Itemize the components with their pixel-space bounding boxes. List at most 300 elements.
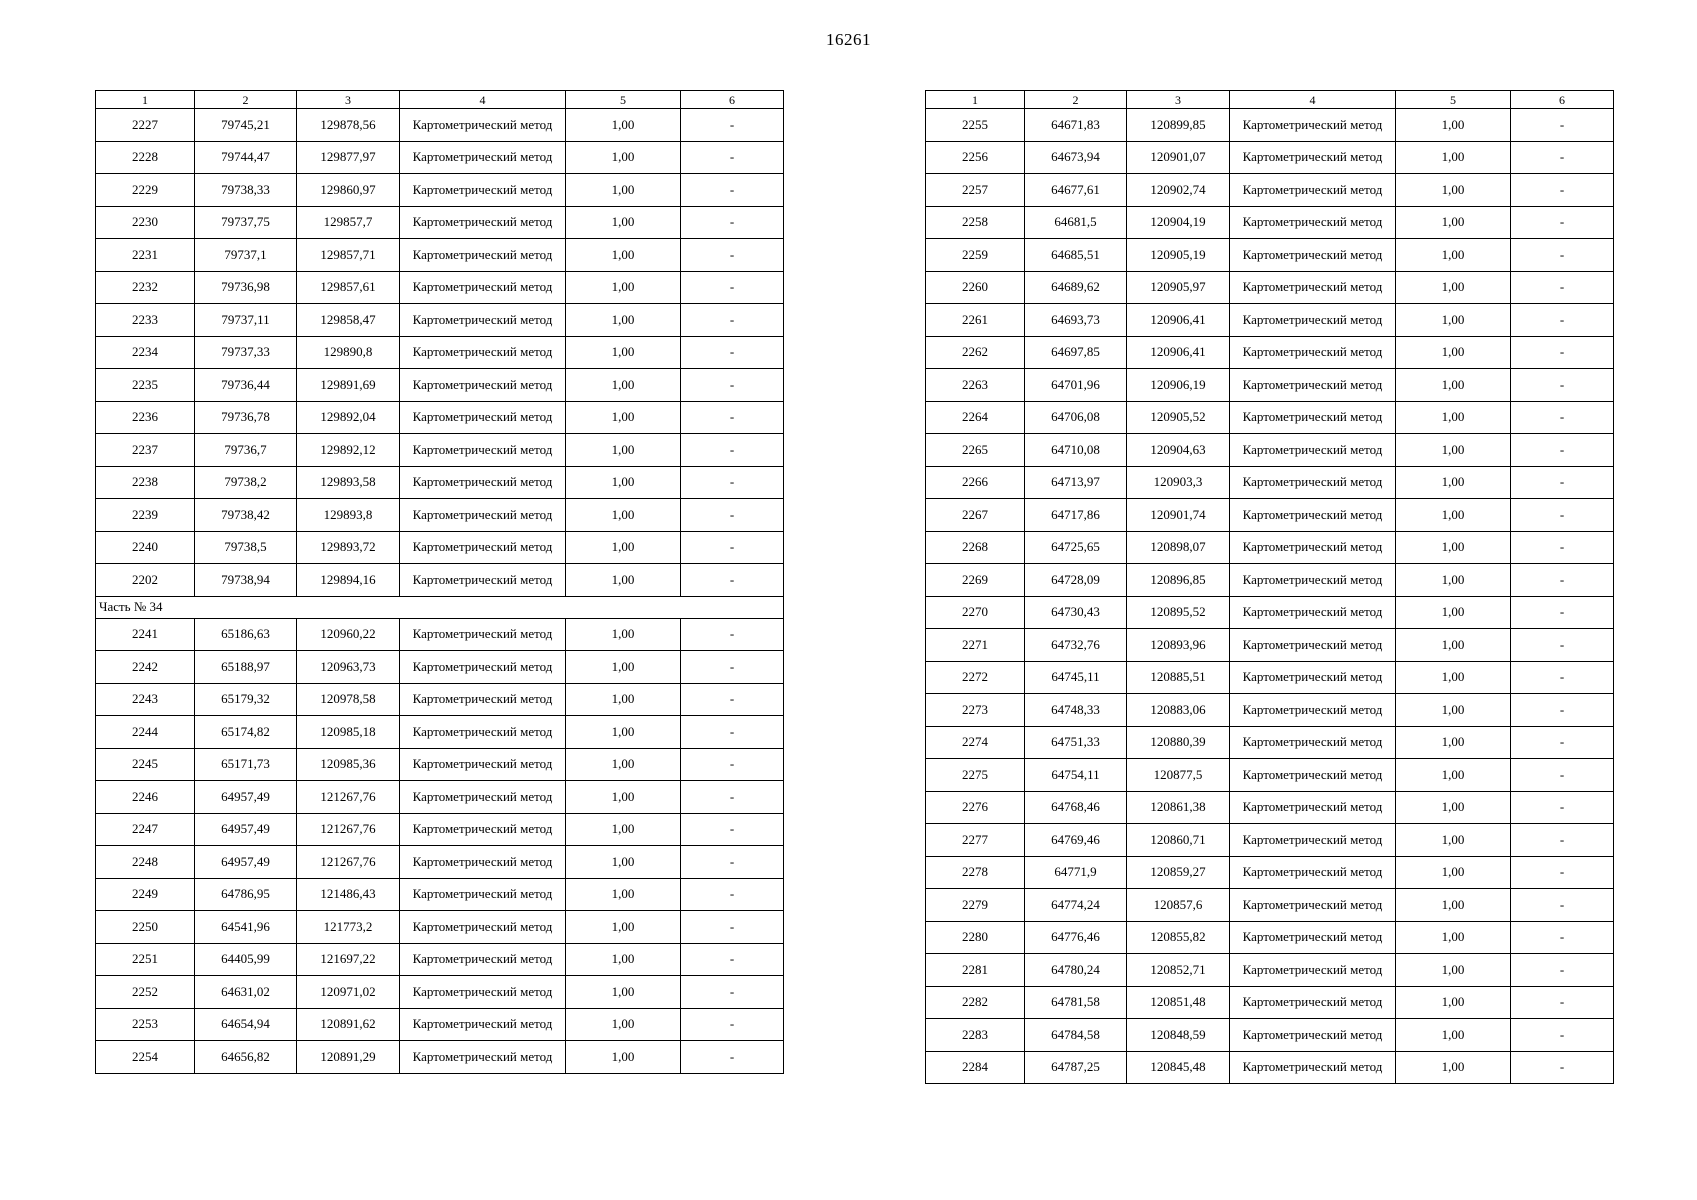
x-coordinate-cell: 64776,46 [1025, 921, 1127, 954]
accuracy-cell: 1,00 [566, 651, 681, 684]
x-coordinate-cell: 64728,09 [1025, 564, 1127, 597]
x-coordinate-cell: 65186,63 [195, 618, 297, 651]
note-cell: - [1511, 564, 1614, 597]
accuracy-cell: 1,00 [1396, 531, 1511, 564]
method-cell: Картометрический метод [400, 813, 566, 846]
point-number-cell: 2241 [96, 618, 195, 651]
y-coordinate-cell: 129890,8 [297, 336, 400, 369]
accuracy-cell: 1,00 [566, 531, 681, 564]
y-coordinate-cell: 129857,7 [297, 206, 400, 239]
table-row [96, 683, 784, 716]
y-coordinate-cell: 129894,16 [297, 564, 400, 597]
note-cell: - [681, 239, 784, 272]
method-cell: Картометрический метод [1230, 401, 1396, 434]
y-coordinate-cell: 120851,48 [1127, 986, 1230, 1019]
accuracy-cell: 1,00 [1396, 726, 1511, 759]
point-number-cell: 2261 [926, 304, 1025, 337]
method-cell: Картометрический метод [400, 369, 566, 402]
method-cell: Картометрический метод [400, 781, 566, 814]
x-coordinate-cell: 64706,08 [1025, 401, 1127, 434]
x-coordinate-cell: 64957,49 [195, 813, 297, 846]
accuracy-cell: 1,00 [566, 878, 681, 911]
method-cell: Картометрический метод [400, 466, 566, 499]
x-coordinate-cell: 79744,47 [195, 141, 297, 174]
point-number-cell: 2268 [926, 531, 1025, 564]
column-header: 2 [195, 91, 297, 109]
method-cell: Картометрический метод [400, 499, 566, 532]
x-coordinate-cell: 79738,33 [195, 174, 297, 207]
note-cell: - [681, 564, 784, 597]
x-coordinate-cell: 64725,65 [1025, 531, 1127, 564]
accuracy-cell: 1,00 [1396, 174, 1511, 207]
method-cell: Картометрический метод [1230, 564, 1396, 597]
y-coordinate-cell: 120906,19 [1127, 369, 1230, 402]
x-coordinate-cell: 64781,58 [1025, 986, 1127, 1019]
note-cell: - [681, 206, 784, 239]
accuracy-cell: 1,00 [1396, 791, 1511, 824]
note-cell: - [1511, 466, 1614, 499]
y-coordinate-cell: 120883,06 [1127, 694, 1230, 727]
y-coordinate-cell: 120985,18 [297, 716, 400, 749]
y-coordinate-cell: 129878,56 [297, 109, 400, 142]
x-coordinate-cell: 64745,11 [1025, 661, 1127, 694]
accuracy-cell: 1,00 [1396, 466, 1511, 499]
accuracy-cell: 1,00 [1396, 661, 1511, 694]
note-cell: - [681, 813, 784, 846]
column-header: 6 [1511, 91, 1614, 109]
accuracy-cell: 1,00 [566, 271, 681, 304]
x-coordinate-cell: 64780,24 [1025, 954, 1127, 987]
table-row [926, 726, 1614, 759]
method-cell: Картометрический метод [1230, 109, 1396, 142]
method-cell: Картометрический метод [400, 401, 566, 434]
table-row [96, 239, 784, 272]
method-cell: Картометрический метод [400, 748, 566, 781]
point-number-cell: 2274 [926, 726, 1025, 759]
point-number-cell: 2247 [96, 813, 195, 846]
accuracy-cell: 1,00 [566, 716, 681, 749]
note-cell: - [1511, 109, 1614, 142]
point-number-cell: 2229 [96, 174, 195, 207]
table-row [926, 109, 1614, 142]
section-row [96, 596, 784, 618]
accuracy-cell: 1,00 [566, 499, 681, 532]
table-row [926, 824, 1614, 857]
point-number-cell: 2266 [926, 466, 1025, 499]
x-coordinate-cell: 64681,5 [1025, 206, 1127, 239]
method-cell: Картометрический метод [1230, 954, 1396, 987]
accuracy-cell: 1,00 [566, 369, 681, 402]
table-row [926, 1019, 1614, 1052]
y-coordinate-cell: 129893,8 [297, 499, 400, 532]
y-coordinate-cell: 129857,61 [297, 271, 400, 304]
accuracy-cell: 1,00 [566, 813, 681, 846]
accuracy-cell: 1,00 [566, 564, 681, 597]
accuracy-cell: 1,00 [1396, 369, 1511, 402]
table-row [926, 434, 1614, 467]
method-cell: Картометрический метод [400, 683, 566, 716]
y-coordinate-cell: 121697,22 [297, 943, 400, 976]
point-number-cell: 2256 [926, 141, 1025, 174]
method-cell: Картометрический метод [1230, 434, 1396, 467]
y-coordinate-cell: 121267,76 [297, 781, 400, 814]
note-cell: - [1511, 661, 1614, 694]
point-number-cell: 2255 [926, 109, 1025, 142]
note-cell: - [1511, 174, 1614, 207]
method-cell: Картометрический метод [400, 716, 566, 749]
method-cell: Картометрический метод [1230, 206, 1396, 239]
x-coordinate-cell: 64710,08 [1025, 434, 1127, 467]
y-coordinate-cell: 120857,6 [1127, 889, 1230, 922]
table-row [926, 369, 1614, 402]
note-cell: - [1511, 726, 1614, 759]
accuracy-cell: 1,00 [1396, 986, 1511, 1019]
note-cell: - [1511, 434, 1614, 467]
table-row [96, 781, 784, 814]
accuracy-cell: 1,00 [566, 781, 681, 814]
point-number-cell: 2257 [926, 174, 1025, 207]
table-row [926, 661, 1614, 694]
table-row [926, 921, 1614, 954]
note-cell: - [681, 618, 784, 651]
x-coordinate-cell: 65174,82 [195, 716, 297, 749]
note-cell: - [1511, 954, 1614, 987]
x-coordinate-cell: 79738,5 [195, 531, 297, 564]
method-cell: Картометрический метод [1230, 661, 1396, 694]
method-cell: Картометрический метод [1230, 1019, 1396, 1052]
y-coordinate-cell: 129892,04 [297, 401, 400, 434]
column-header: 3 [1127, 91, 1230, 109]
x-coordinate-cell: 79737,11 [195, 304, 297, 337]
x-coordinate-cell: 64768,46 [1025, 791, 1127, 824]
note-cell: - [681, 499, 784, 532]
note-cell: - [681, 651, 784, 684]
note-cell: - [1511, 856, 1614, 889]
column-header: 5 [566, 91, 681, 109]
table-row [926, 629, 1614, 662]
method-cell: Картометрический метод [400, 878, 566, 911]
note-cell: - [681, 911, 784, 944]
point-number-cell: 2235 [96, 369, 195, 402]
column-header: 4 [1230, 91, 1396, 109]
accuracy-cell: 1,00 [1396, 206, 1511, 239]
coordinates-table-left [95, 90, 784, 1074]
point-number-cell: 2271 [926, 629, 1025, 662]
header-row [96, 91, 784, 109]
accuracy-cell: 1,00 [1396, 921, 1511, 954]
y-coordinate-cell: 120893,96 [1127, 629, 1230, 662]
accuracy-cell: 1,00 [566, 206, 681, 239]
method-cell: Картометрический метод [400, 618, 566, 651]
point-number-cell: 2245 [96, 748, 195, 781]
table-row [926, 791, 1614, 824]
note-cell: - [1511, 499, 1614, 532]
y-coordinate-cell: 120896,85 [1127, 564, 1230, 597]
x-coordinate-cell: 64771,9 [1025, 856, 1127, 889]
point-number-cell: 2284 [926, 1051, 1025, 1084]
point-number-cell: 2242 [96, 651, 195, 684]
table-row [96, 748, 784, 781]
note-cell: - [1511, 531, 1614, 564]
y-coordinate-cell: 129892,12 [297, 434, 400, 467]
note-cell: - [1511, 596, 1614, 629]
table-row [96, 1008, 784, 1041]
note-cell: - [681, 846, 784, 879]
method-cell: Картометрический метод [1230, 596, 1396, 629]
note-cell: - [681, 401, 784, 434]
point-number-cell: 2272 [926, 661, 1025, 694]
accuracy-cell: 1,00 [1396, 499, 1511, 532]
accuracy-cell: 1,00 [566, 304, 681, 337]
section-label: Часть № 34 [96, 596, 784, 618]
table-row [926, 759, 1614, 792]
x-coordinate-cell: 79737,75 [195, 206, 297, 239]
accuracy-cell: 1,00 [566, 466, 681, 499]
point-number-cell: 2262 [926, 336, 1025, 369]
x-coordinate-cell: 64677,61 [1025, 174, 1127, 207]
table-row [96, 976, 784, 1009]
accuracy-cell: 1,00 [566, 174, 681, 207]
column-header: 5 [1396, 91, 1511, 109]
accuracy-cell: 1,00 [1396, 1051, 1511, 1084]
note-cell: - [1511, 824, 1614, 857]
x-coordinate-cell: 64748,33 [1025, 694, 1127, 727]
method-cell: Картометрический метод [400, 206, 566, 239]
note-cell: - [1511, 629, 1614, 662]
y-coordinate-cell: 121267,76 [297, 846, 400, 879]
note-cell: - [1511, 921, 1614, 954]
table-row [96, 531, 784, 564]
table-row [926, 141, 1614, 174]
y-coordinate-cell: 120971,02 [297, 976, 400, 1009]
y-coordinate-cell: 120855,82 [1127, 921, 1230, 954]
table-row [96, 651, 784, 684]
x-coordinate-cell: 64697,85 [1025, 336, 1127, 369]
accuracy-cell: 1,00 [1396, 564, 1511, 597]
accuracy-cell: 1,00 [566, 1008, 681, 1041]
x-coordinate-cell: 79736,44 [195, 369, 297, 402]
table-row [926, 889, 1614, 922]
point-number-cell: 2283 [926, 1019, 1025, 1052]
method-cell: Картометрический метод [400, 109, 566, 142]
y-coordinate-cell: 120891,62 [297, 1008, 400, 1041]
note-cell: - [681, 141, 784, 174]
method-cell: Картометрический метод [1230, 141, 1396, 174]
x-coordinate-cell: 64693,73 [1025, 304, 1127, 337]
table-row [96, 109, 784, 142]
method-cell: Картометрический метод [1230, 759, 1396, 792]
point-number-cell: 2281 [926, 954, 1025, 987]
point-number-cell: 2275 [926, 759, 1025, 792]
method-cell: Картометрический метод [1230, 239, 1396, 272]
table-row [96, 911, 784, 944]
point-number-cell: 2270 [926, 596, 1025, 629]
method-cell: Картометрический метод [400, 564, 566, 597]
x-coordinate-cell: 79745,21 [195, 109, 297, 142]
point-number-cell: 2253 [96, 1008, 195, 1041]
point-number-cell: 2264 [926, 401, 1025, 434]
note-cell: - [1511, 239, 1614, 272]
method-cell: Картометрический метод [1230, 1051, 1396, 1084]
page-number: 16261 [826, 30, 871, 49]
point-number-cell: 2254 [96, 1041, 195, 1074]
x-coordinate-cell: 64751,33 [1025, 726, 1127, 759]
method-cell: Картометрический метод [400, 239, 566, 272]
header-row [926, 91, 1614, 109]
accuracy-cell: 1,00 [1396, 239, 1511, 272]
y-coordinate-cell: 120848,59 [1127, 1019, 1230, 1052]
note-cell: - [681, 1008, 784, 1041]
method-cell: Картометрический метод [1230, 336, 1396, 369]
table-row [96, 174, 784, 207]
table-row [96, 499, 784, 532]
x-coordinate-cell: 79737,1 [195, 239, 297, 272]
accuracy-cell: 1,00 [566, 109, 681, 142]
note-cell: - [1511, 304, 1614, 337]
accuracy-cell: 1,00 [566, 401, 681, 434]
y-coordinate-cell: 120899,85 [1127, 109, 1230, 142]
point-number-cell: 2252 [96, 976, 195, 1009]
accuracy-cell: 1,00 [566, 618, 681, 651]
note-cell: - [1511, 791, 1614, 824]
method-cell: Картометрический метод [400, 976, 566, 1009]
y-coordinate-cell: 121267,76 [297, 813, 400, 846]
note-cell: - [681, 304, 784, 337]
y-coordinate-cell: 129893,72 [297, 531, 400, 564]
coordinates-table-right [925, 90, 1614, 1084]
y-coordinate-cell: 120885,51 [1127, 661, 1230, 694]
accuracy-cell: 1,00 [566, 748, 681, 781]
point-number-cell: 2267 [926, 499, 1025, 532]
accuracy-cell: 1,00 [1396, 694, 1511, 727]
table-row [96, 466, 784, 499]
y-coordinate-cell: 129877,97 [297, 141, 400, 174]
x-coordinate-cell: 64786,95 [195, 878, 297, 911]
x-coordinate-cell: 64671,83 [1025, 109, 1127, 142]
y-coordinate-cell: 120906,41 [1127, 336, 1230, 369]
x-coordinate-cell: 64957,49 [195, 781, 297, 814]
point-number-cell: 2279 [926, 889, 1025, 922]
point-number-cell: 2239 [96, 499, 195, 532]
x-coordinate-cell: 64717,86 [1025, 499, 1127, 532]
point-number-cell: 2233 [96, 304, 195, 337]
point-number-cell: 2263 [926, 369, 1025, 402]
x-coordinate-cell: 64541,96 [195, 911, 297, 944]
x-coordinate-cell: 64654,94 [195, 1008, 297, 1041]
point-number-cell: 2243 [96, 683, 195, 716]
method-cell: Картометрический метод [400, 434, 566, 467]
method-cell: Картометрический метод [1230, 791, 1396, 824]
method-cell: Картометрический метод [400, 174, 566, 207]
x-coordinate-cell: 65171,73 [195, 748, 297, 781]
column-header: 3 [297, 91, 400, 109]
x-coordinate-cell: 64730,43 [1025, 596, 1127, 629]
table-row [96, 141, 784, 174]
note-cell: - [681, 781, 784, 814]
x-coordinate-cell: 79737,33 [195, 336, 297, 369]
point-number-cell: 2236 [96, 401, 195, 434]
x-coordinate-cell: 79738,2 [195, 466, 297, 499]
accuracy-cell: 1,00 [1396, 889, 1511, 922]
y-coordinate-cell: 120906,41 [1127, 304, 1230, 337]
x-coordinate-cell: 79738,42 [195, 499, 297, 532]
accuracy-cell: 1,00 [566, 911, 681, 944]
point-number-cell: 2238 [96, 466, 195, 499]
x-coordinate-cell: 79736,98 [195, 271, 297, 304]
table-row [926, 466, 1614, 499]
point-number-cell: 2250 [96, 911, 195, 944]
method-cell: Картометрический метод [1230, 531, 1396, 564]
x-coordinate-cell: 64405,99 [195, 943, 297, 976]
y-coordinate-cell: 120905,19 [1127, 239, 1230, 272]
column-header: 6 [681, 91, 784, 109]
x-coordinate-cell: 65179,32 [195, 683, 297, 716]
note-cell: - [1511, 141, 1614, 174]
x-coordinate-cell: 64732,76 [1025, 629, 1127, 662]
y-coordinate-cell: 120891,29 [297, 1041, 400, 1074]
y-coordinate-cell: 121773,2 [297, 911, 400, 944]
column-header: 1 [96, 91, 195, 109]
table-row [96, 813, 784, 846]
note-cell: - [1511, 1051, 1614, 1084]
note-cell: - [1511, 986, 1614, 1019]
method-cell: Картометрический метод [400, 141, 566, 174]
x-coordinate-cell: 64774,24 [1025, 889, 1127, 922]
table-row [926, 499, 1614, 532]
y-coordinate-cell: 120963,73 [297, 651, 400, 684]
accuracy-cell: 1,00 [566, 976, 681, 1009]
column-header: 1 [926, 91, 1025, 109]
method-cell: Картометрический метод [1230, 304, 1396, 337]
column-header: 2 [1025, 91, 1127, 109]
table-row [96, 401, 784, 434]
point-number-cell: 2269 [926, 564, 1025, 597]
y-coordinate-cell: 129860,97 [297, 174, 400, 207]
note-cell: - [681, 369, 784, 402]
note-cell: - [1511, 206, 1614, 239]
y-coordinate-cell: 120985,36 [297, 748, 400, 781]
point-number-cell: 2277 [926, 824, 1025, 857]
accuracy-cell: 1,00 [1396, 596, 1511, 629]
table-row [96, 716, 784, 749]
x-coordinate-cell: 79736,78 [195, 401, 297, 434]
note-cell: - [681, 271, 784, 304]
method-cell: Картометрический метод [400, 336, 566, 369]
accuracy-cell: 1,00 [1396, 401, 1511, 434]
y-coordinate-cell: 120845,48 [1127, 1051, 1230, 1084]
x-coordinate-cell: 79736,7 [195, 434, 297, 467]
y-coordinate-cell: 120905,97 [1127, 271, 1230, 304]
method-cell: Картометрический метод [1230, 271, 1396, 304]
accuracy-cell: 1,00 [1396, 434, 1511, 467]
point-number-cell: 2246 [96, 781, 195, 814]
y-coordinate-cell: 120901,74 [1127, 499, 1230, 532]
table-row [926, 694, 1614, 727]
y-coordinate-cell: 120902,74 [1127, 174, 1230, 207]
x-coordinate-cell: 64631,02 [195, 976, 297, 1009]
x-coordinate-cell: 64769,46 [1025, 824, 1127, 857]
method-cell: Картометрический метод [400, 304, 566, 337]
y-coordinate-cell: 121486,43 [297, 878, 400, 911]
note-cell: - [681, 683, 784, 716]
table-row [926, 304, 1614, 337]
note-cell: - [681, 466, 784, 499]
method-cell: Картометрический метод [1230, 921, 1396, 954]
y-coordinate-cell: 120860,71 [1127, 824, 1230, 857]
accuracy-cell: 1,00 [1396, 1019, 1511, 1052]
method-cell: Картометрический метод [1230, 694, 1396, 727]
x-coordinate-cell: 64957,49 [195, 846, 297, 879]
